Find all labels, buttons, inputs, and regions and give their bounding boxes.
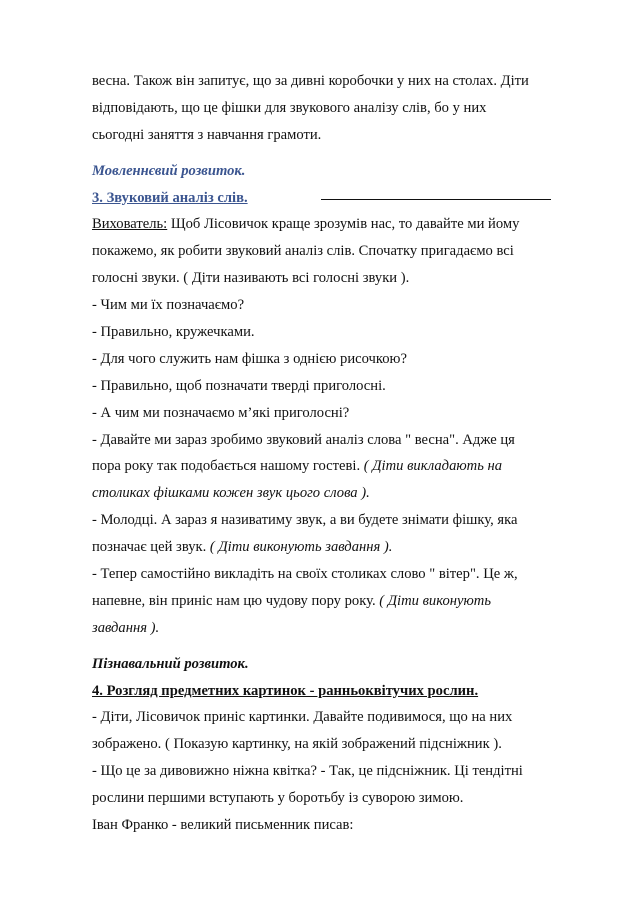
dialog-line (92, 534, 572, 561)
section-heading-cognitive: Пізнавальний розвиток. (92, 655, 249, 672)
dialog-line: - Правильно, кружечками. (92, 324, 255, 341)
dialog-line: рослини першими вступають у боротьбу із суворою зимою. (92, 790, 464, 807)
dialog-line: зображено. ( Показую картинку, на якій зображений підсніжник ). (92, 736, 502, 753)
stage-direction: ( Діти викладають на (363, 458, 503, 475)
paragraph-line: відповідають, що це фішки для звукового аналізу слів, бо у них (92, 99, 487, 116)
document-body (92, 68, 572, 839)
section-title-row (92, 185, 572, 212)
spacer (92, 149, 572, 158)
dialog-line: покажемо, як робити звуковий аналіз слів. Спочатку пригадаємо всі (92, 243, 514, 260)
stage-direction: столиках фішками кожен звук цього слова ). (92, 485, 370, 502)
dialog-line: - Молодці. А зараз я називатиму звук, а ви будете знімати фішку, яка (92, 512, 518, 529)
dialog-line: голосні звуки. ( Діти називають всі голосні звуки ). (92, 270, 410, 287)
speaker-label: Вихователь: (92, 216, 168, 233)
underline-rule (321, 199, 551, 200)
dialog-line: - А чим ми позначаємо м’які приголосні? (92, 404, 350, 421)
dialog-line (92, 588, 572, 615)
stage-direction: ( Діти виконують (379, 592, 491, 609)
stage-direction: завдання ). (92, 619, 160, 636)
dialog-line: - Для чого служить нам фішка з однією рисочкою? (92, 350, 407, 367)
dialog-line: - Правильно, щоб позначати тверді приголосні. (92, 377, 386, 394)
dialog-line: - Давайте ми зараз зробимо звуковий аналіз слова " весна". Адже ця (92, 431, 515, 448)
dialog-line: Іван Франко - великий письменник писав: (92, 817, 354, 834)
paragraph-line: весна. Також він запитує, що за дивні коробочки у них на столах. Діти (92, 73, 529, 89)
paragraph-line: сьогодні заняття з навчання грамоти. (92, 126, 322, 143)
dialog-line: - Чим ми їх позначаємо? (92, 297, 245, 314)
stage-direction: ( Діти виконують завдання ). (209, 539, 393, 556)
section-heading-speech: Мовленнєвий розвиток. (92, 162, 246, 179)
section-title-pictures: 4. Розгляд предметних картинок - ранньоквітучих рослин. (92, 682, 479, 699)
dialog-line: - Тепер самостійно викладіть на своїх столиках слово " вітер". Це ж, (92, 566, 518, 583)
dialog-line (92, 453, 572, 480)
dialog-text: Щоб Лісовичок краще зрозумів нас, то давайте ми йому (167, 216, 520, 233)
dialog-text: позначає цей звук. (92, 539, 210, 556)
dialog-text: пора року так подобається нашому гостеві. (92, 458, 364, 475)
section-title-sound-analysis: 3. Звуковий аналіз слів. (92, 189, 248, 206)
dialog-line (92, 211, 572, 238)
spacer (92, 642, 572, 651)
dialog-text: напевне, він приніс нам цю чудову пору року. (92, 592, 380, 609)
dialog-line: - Що це за дивовижно ніжна квітка? - Так, це підсніжник. Ці тендітні (92, 763, 523, 780)
dialog-line: - Діти, Лісовичок приніс картинки. Давайте подивимося, що на них (92, 709, 513, 726)
